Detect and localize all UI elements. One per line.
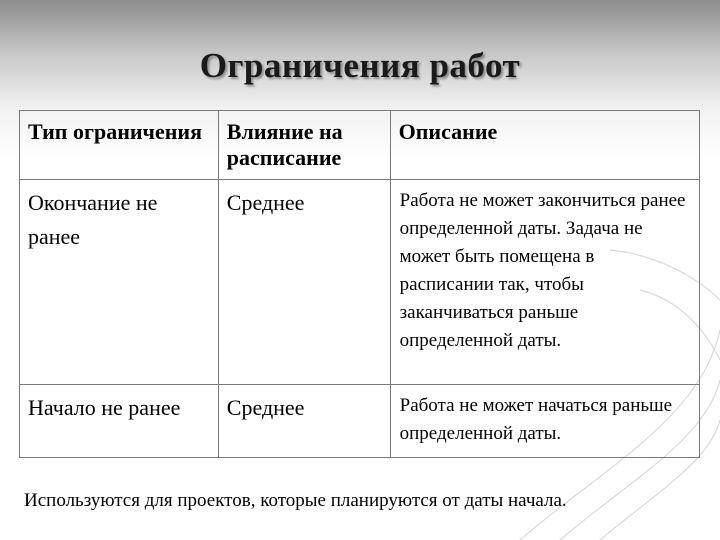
cell-schedule-impact: Среднее — [218, 385, 390, 458]
cell-description: Работа не может закончиться ранее определенной даты. Задача не может быть помещена в расписании так, чтобы заканчиваться раньше определенной даты. — [390, 180, 699, 385]
cell-schedule-impact: Среднее — [218, 180, 390, 385]
header-constraint-type: Тип ограничения — [20, 111, 219, 180]
cell-constraint-type: Начало не ранее — [20, 385, 219, 458]
header-description: Описание — [390, 111, 699, 180]
constraints-table — [19, 110, 700, 458]
cell-description: Работа не может начаться раньше определенной даты. — [390, 385, 699, 458]
table-row — [20, 180, 700, 385]
table-row — [20, 385, 700, 458]
page-title: Ограничения работ — [199, 46, 521, 85]
footer-note: Используются для проектов, которые планируются от даты начала. — [24, 490, 567, 511]
cell-constraint-type: Окончание не ранее — [20, 180, 219, 385]
header-schedule-impact: Влияние на расписание — [218, 111, 390, 180]
table-header-row — [20, 111, 700, 180]
